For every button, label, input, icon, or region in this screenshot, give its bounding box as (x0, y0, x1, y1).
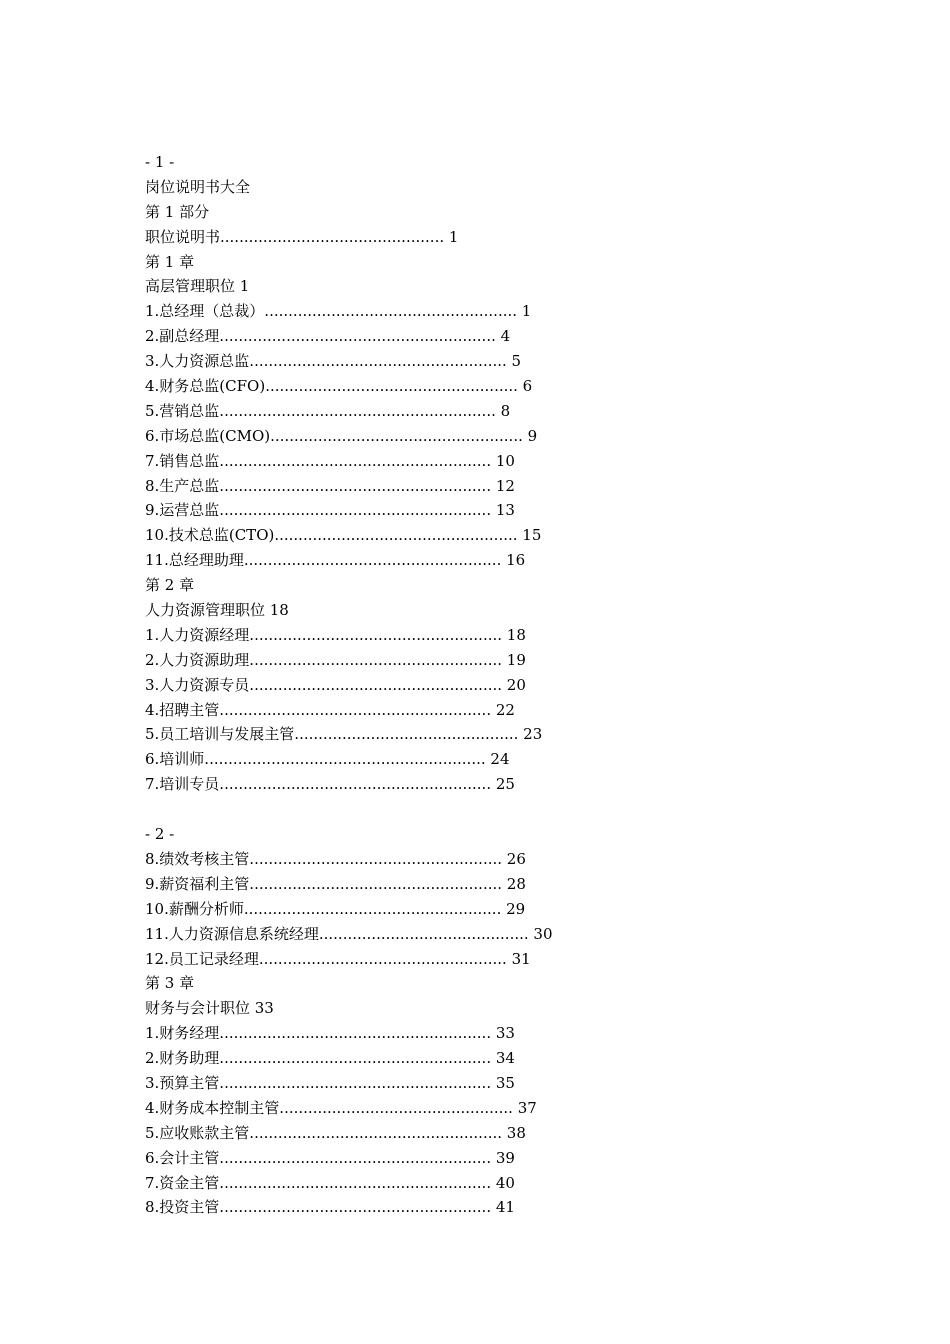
page-number: - 2 - (145, 825, 175, 844)
toc-entry: 3.人力资源总监...................................................... 5 (145, 352, 522, 371)
toc-entry: 4.招聘主管......................................................... 22 (145, 700, 515, 719)
toc-entry: 9.薪资福利主管..................................................... 28 (145, 874, 526, 893)
toc-entry: 8.生产总监......................................................... 12 (145, 476, 515, 495)
page-number: - 1 - (145, 153, 175, 171)
toc-entry: 12.员工记录经理.................................................... 31 (145, 949, 531, 968)
toc-entry: 职位说明书............................................... 1 (145, 227, 459, 246)
chapter-heading: 第 1 章 (145, 252, 195, 271)
toc-entry: 5.营销总监.......................................................... 8 (145, 401, 511, 420)
chapter-heading: 第 3 章 (145, 974, 195, 993)
toc-entry: 7.培训专员......................................................... 25 (145, 775, 515, 794)
toc-entry: 6.市场总监(CMO)..................................................... 9 (145, 426, 538, 445)
toc-entry: 1.人力资源经理..................................................... 18 (145, 625, 526, 644)
toc-entry: 3.人力资源专员..................................................... 20 (145, 675, 526, 694)
toc-entry: 2.人力资源助理..................................................... 19 (145, 650, 526, 669)
toc-entry: 2.副总经理.......................................................... 4 (145, 327, 511, 346)
toc-entry: 6.会计主管......................................................... 39 (145, 1148, 515, 1167)
toc-entry: 6.培训师........................................................... 24 (145, 750, 510, 769)
toc-entry: 3.预算主管......................................................... 35 (145, 1073, 515, 1092)
toc-entry: 1.总经理（总裁）..................................................... 1 (145, 302, 532, 321)
chapter-title: 财务与会计职位 33 (145, 999, 274, 1018)
toc-entry: 4.财务总监(CFO)..................................................... 6 (145, 377, 533, 396)
toc-entry: 7.销售总监......................................................... 10 (145, 451, 515, 470)
toc-entry: 5.应收账款主管..................................................... 38 (145, 1123, 526, 1142)
part-heading: 第 1 部分 (145, 202, 210, 221)
toc-entry: 10.技术总监(CTO)................................................... 15 (145, 526, 542, 545)
toc-entry: 10.薪酬分析师...................................................... 29 (145, 899, 526, 918)
document-title: 岗位说明书大全 (145, 177, 251, 196)
toc-entry: 5.员工培训与发展主管............................................... 23 (145, 725, 543, 744)
page-break-gap (145, 797, 905, 822)
toc-entry: 11.总经理助理...................................................... 16 (145, 551, 526, 570)
toc-entry: 8.投资主管......................................................... 41 (145, 1198, 515, 1217)
toc-entry: 11.人力资源信息系统经理............................................ 30 (145, 924, 553, 943)
chapter-title: 人力资源管理职位 18 (145, 601, 289, 620)
chapter-heading: 第 2 章 (145, 576, 195, 595)
toc-entry: 7.资金主管......................................................... 40 (145, 1173, 515, 1192)
chapter-title: 高层管理职位 1 (145, 277, 250, 296)
toc-entry: 9.运营总监......................................................... 13 (145, 501, 515, 520)
toc-entry: 2.财务助理......................................................... 34 (145, 1049, 515, 1068)
document-page (145, 150, 905, 1220)
toc-entry: 4.财务成本控制主管................................................. 37 (145, 1098, 537, 1117)
toc-entry: 8.绩效考核主管..................................................... 26 (145, 849, 526, 868)
toc-entry: 1.财务经理......................................................... 33 (145, 1024, 515, 1043)
